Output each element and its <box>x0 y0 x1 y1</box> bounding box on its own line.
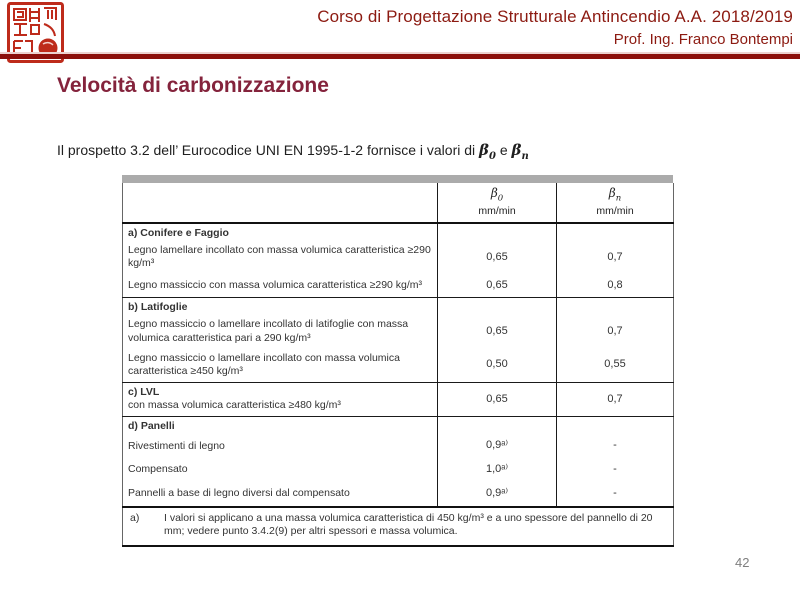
header <box>317 7 793 48</box>
table-row <box>123 275 674 298</box>
beta0-value: 0,65 <box>438 275 557 298</box>
betan-symbol: $\beta_n$ <box>511 141 529 162</box>
betan-value <box>557 298 674 316</box>
header-empty-cell <box>123 183 438 223</box>
table-top-band <box>122 175 673 183</box>
page-number: 42 <box>735 555 750 570</box>
beta0-column-symbol: $\beta_0$ <box>490 186 504 204</box>
betan-value: - <box>557 434 674 458</box>
betan-value: - <box>557 458 674 482</box>
beta0-value: 0,9ᵃ⁾ <box>438 434 557 458</box>
row-sublabel: con massa volumica caratteristica ≥480 kg/m³ <box>128 399 341 412</box>
beta0-value <box>438 417 557 435</box>
row-label: Rivestimenti di legno <box>128 439 225 452</box>
professor-name: Prof. Ing. Franco Bontempi <box>613 30 793 48</box>
table-row <box>123 241 674 274</box>
row-label: Legno massiccio con massa volumica caratteristica ≥290 kg/m³ <box>123 275 438 298</box>
header-divider <box>0 54 800 59</box>
row-label: Compensato <box>128 463 188 476</box>
betan-column-unit: mm/min <box>596 205 634 218</box>
table-header-row <box>123 183 674 223</box>
betan-value: - <box>557 482 674 507</box>
section-label: a) Conifere e Faggio <box>128 227 229 240</box>
header-beta0 <box>438 183 557 223</box>
footnote-text: I valori si applicano a una massa volumica caratteristica di 450 kg/m³ e a uno spessore del pannello di 20 mm; vedere punto 3.4.2(9) per altri spessori e massa volumica. <box>164 511 653 537</box>
footnote-marker: a) <box>130 511 140 524</box>
table-row <box>123 434 674 458</box>
table-row <box>123 223 674 241</box>
table-row <box>123 315 674 348</box>
beta0-value: 0,9ᵃ⁾ <box>438 482 557 507</box>
betan-value <box>557 417 674 435</box>
table-row <box>123 382 674 416</box>
table-row <box>123 458 674 482</box>
section-label: c) LVL <box>128 385 160 398</box>
beta0-value <box>438 298 557 316</box>
table-row <box>123 349 674 383</box>
table-footnote-row <box>123 507 674 546</box>
charring-rate-table <box>122 175 673 547</box>
betan-value: 0,7 <box>557 382 674 416</box>
course-title: Corso di Progettazione Strutturale Antincendio A.A. 2018/2019 <box>317 7 793 26</box>
section-label: d) Panelli <box>128 420 175 433</box>
beta0-value <box>438 223 557 241</box>
footnote-cell <box>123 507 674 546</box>
row-label <box>123 382 438 416</box>
row-label: Legno massiccio o lamellare incollato di latifoglie con massa volumica caratteristica pari a 290 kg/m³ <box>128 318 409 344</box>
betan-value: 0,7 <box>557 241 674 274</box>
table-row <box>123 298 674 316</box>
intro-text <box>57 141 529 162</box>
beta0-symbol: $\beta_0$ <box>479 141 496 162</box>
row-label: Legno lamellare incollato con massa volumica caratteristica ≥290 kg/m³ <box>128 244 431 270</box>
betan-value: 0,55 <box>557 349 674 383</box>
beta0-value: 0,65 <box>438 315 557 348</box>
betan-value: 0,7 <box>557 315 674 348</box>
section-label: b) Latifoglie <box>128 301 188 314</box>
intro-sentence: Il prospetto 3.2 dell’ Eurocodice UNI EN 1995-1-2 fornisce i valori di <box>57 142 476 158</box>
beta0-value: 0,65 <box>438 382 557 416</box>
table-row <box>123 482 674 507</box>
row-label: Pannelli a base di legno diversi dal compensato <box>128 487 350 500</box>
betan-value <box>557 223 674 241</box>
table-row <box>123 417 674 435</box>
beta0-value: 0,50 <box>438 349 557 383</box>
eurocode-table <box>122 183 674 547</box>
intro-conjunction: e <box>499 142 508 158</box>
betan-value: 0,8 <box>557 275 674 298</box>
beta0-value: 0,65 <box>438 241 557 274</box>
header-betan <box>557 183 674 223</box>
beta0-value: 1,0ᵃ⁾ <box>438 458 557 482</box>
page-title: Velocità di carbonizzazione <box>57 74 329 97</box>
betan-column-symbol: $\beta_n$ <box>608 186 622 204</box>
beta0-column-unit: mm/min <box>478 205 516 218</box>
row-label: Legno massiccio o lamellare incollato con massa volumica caratteristica ≥450 kg/m³ <box>123 349 438 383</box>
